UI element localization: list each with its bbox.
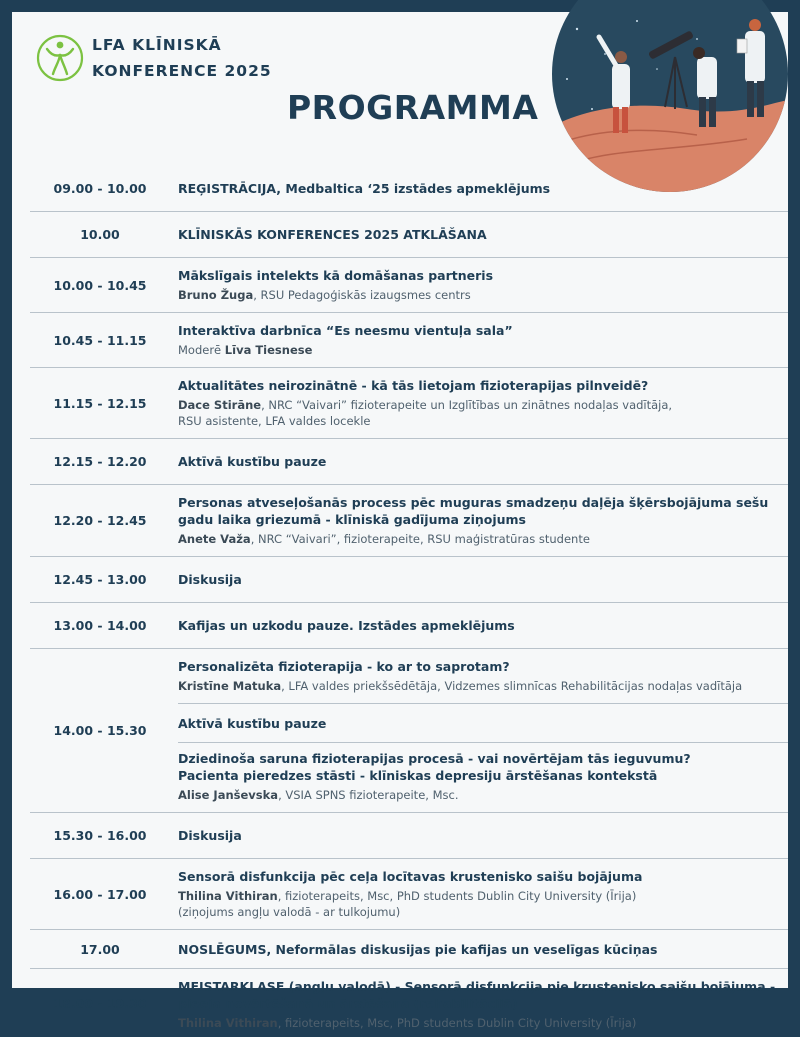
page-title: PROGRAMMA xyxy=(287,88,539,127)
speaker-affiliation: , fizioterapeits, Msc, PhD students Dublin City University (Īrija) xyxy=(277,1016,637,1030)
session-title: KLĪNISKĀS KONFERENCES 2025 ATKLĀŠANA xyxy=(178,227,487,242)
speaker-line xyxy=(178,1015,788,1031)
schedule-row xyxy=(30,603,788,649)
brand-line-2: KONFERENCE 2025 xyxy=(92,62,272,80)
astronomers-illustration xyxy=(547,9,792,169)
speaker-affiliation: , LFA valdes priekšsēdētāja, Vidzemes slimnīcas Rehabilitācijas nodaļas vadītāja xyxy=(281,679,743,693)
schedule-row xyxy=(30,485,788,557)
speaker-affiliation: , VSIA SPNS fizioterapeite, Msc. xyxy=(278,788,459,802)
session-title: Diskusija xyxy=(178,828,242,843)
schedule-row xyxy=(30,930,788,969)
session-title: Personas atveseļošanās process pēc muguras smadzeņu daļēja šķērsbojājuma sešu xyxy=(178,495,769,510)
speaker-line xyxy=(178,287,788,303)
schedule-row xyxy=(30,813,788,859)
speaker-line xyxy=(178,397,788,413)
speaker-affiliation: , NRC “Vaivari”, fizioterapeite, RSU maģistratūras studente xyxy=(250,532,590,546)
speaker-name: Dace Stirāne xyxy=(178,398,262,412)
speaker-line xyxy=(178,678,788,694)
speaker-affiliation: , RSU Pedagoģiskās izaugsmes centrs xyxy=(253,288,471,302)
time-slot: 12.45 - 13.00 xyxy=(53,572,147,587)
speaker-name: Līva Tiesnese xyxy=(224,343,313,357)
schedule-row xyxy=(30,557,788,603)
time-slot: 13.00 - 14.00 xyxy=(53,618,147,633)
conference-brand xyxy=(92,32,272,84)
time-slot: 10.00 - 10.45 xyxy=(53,277,147,293)
schedule-row xyxy=(30,439,788,485)
session-title: Kafijas un uzkodu pauze. Izstādes apmeklējums xyxy=(178,618,515,633)
session-title: Diskusija xyxy=(178,572,242,587)
program-card xyxy=(12,12,788,1030)
moderator-prefix: Moderē xyxy=(178,343,225,357)
session-title-cont: pieeja novērtēšanā un ārstēšanā (rehabilitācijā) xyxy=(178,996,518,1011)
schedule-row xyxy=(30,166,788,212)
session-title: Aktīvā kustību pauze xyxy=(178,715,327,731)
speaker-affiliation: , fizioterapeits, Msc, PhD students Dublin City University (Īrija) xyxy=(277,889,637,903)
schedule-row xyxy=(30,258,788,313)
speaker-line xyxy=(178,531,788,547)
schedule-row xyxy=(30,368,788,439)
schedule-row xyxy=(30,859,788,930)
speaker-name: Kristīne Matuka xyxy=(178,679,282,693)
speaker-affiliation: , NRC “Vaivari” fizioterapeite un Izglītības un zinātnes nodaļas vadītāja, xyxy=(261,398,673,412)
speaker-line xyxy=(178,888,788,904)
speaker-line xyxy=(178,342,788,358)
session-title: Personalizēta fizioterapija - ko ar to saprotam? xyxy=(178,659,510,674)
session-title: Mākslīgais intelekts kā domāšanas partneris xyxy=(178,268,494,283)
speaker-name: Bruno Žuga xyxy=(178,288,254,302)
time-slot: 17.00 xyxy=(80,941,120,957)
time-slot: 18.00 - 19.30 xyxy=(53,995,147,1011)
schedule-table xyxy=(30,166,788,1037)
time-slot: 10.45 - 11.15 xyxy=(53,332,147,348)
speaker-name: Thilina Vithiran xyxy=(178,1016,278,1030)
speaker-name: Anete Važa xyxy=(178,532,251,546)
time-slot: 16.00 - 17.00 xyxy=(53,886,147,902)
schedule-row-group xyxy=(30,649,788,813)
speaker-note: (ziņojums angļu valodā - ar tulkojumu) xyxy=(178,905,401,919)
session-title-cont: Pacienta pieredzes stāsti - klīniskas depresiju ārstēšanas kontekstā xyxy=(178,768,658,783)
lfa-logo-icon xyxy=(36,34,84,82)
time-slot: 14.00 - 15.30 xyxy=(53,723,147,738)
time-slot: 11.15 - 12.15 xyxy=(53,395,147,411)
session-title: MEISTARKLASE (angļu valodā) - Sensorā disfunkcija pie krustenisko saišu bojājuma - xyxy=(178,979,776,994)
speaker-line xyxy=(178,787,788,803)
schedule-row xyxy=(30,313,788,368)
schedule-row xyxy=(30,969,788,1037)
time-slot: 10.00 xyxy=(80,227,120,242)
session-title: Aktīvā kustību pauze xyxy=(178,454,327,469)
schedule-row xyxy=(30,212,788,258)
time-slot: 12.20 - 12.45 xyxy=(53,513,147,528)
session-title: Sensorā disfunkcija pēc ceļa locītavas krustenisko saišu bojājuma xyxy=(178,869,643,884)
session-title: NOSLĒGUMS, Neformālas diskusijas pie kafijas un veselīgas kūciņas xyxy=(178,941,658,957)
session-title: Interaktīva darbnīca “Es neesmu vientuļa sala” xyxy=(178,323,513,338)
time-slot: 09.00 - 10.00 xyxy=(53,181,147,196)
session-title: Aktualitātes neirozinātnē - kā tās lietojam fizioterapijas pilnveidē? xyxy=(178,378,649,393)
time-slot: 15.30 - 16.00 xyxy=(53,828,147,843)
session-title-cont: gadu laika griezumā - klīniskā gadījuma ziņojums xyxy=(178,512,526,527)
time-slot: 12.15 - 12.20 xyxy=(53,454,147,469)
session-title: REĢISTRĀCIJA, Medbaltica ‘25 izstādes apmeklējums xyxy=(178,181,551,196)
session-title: Dziedinoša saruna fizioterapijas procesā - vai novērtējam tās ieguvumu? xyxy=(178,751,691,766)
speaker-name: Thilina Vithiran xyxy=(178,889,278,903)
speaker-name: Alise Janševska xyxy=(178,788,279,802)
brand-line-1: LFA KLĪNISKĀ xyxy=(92,36,222,54)
speaker-affiliation-cont: RSU asistente, LFA valdes locekle xyxy=(178,414,371,428)
